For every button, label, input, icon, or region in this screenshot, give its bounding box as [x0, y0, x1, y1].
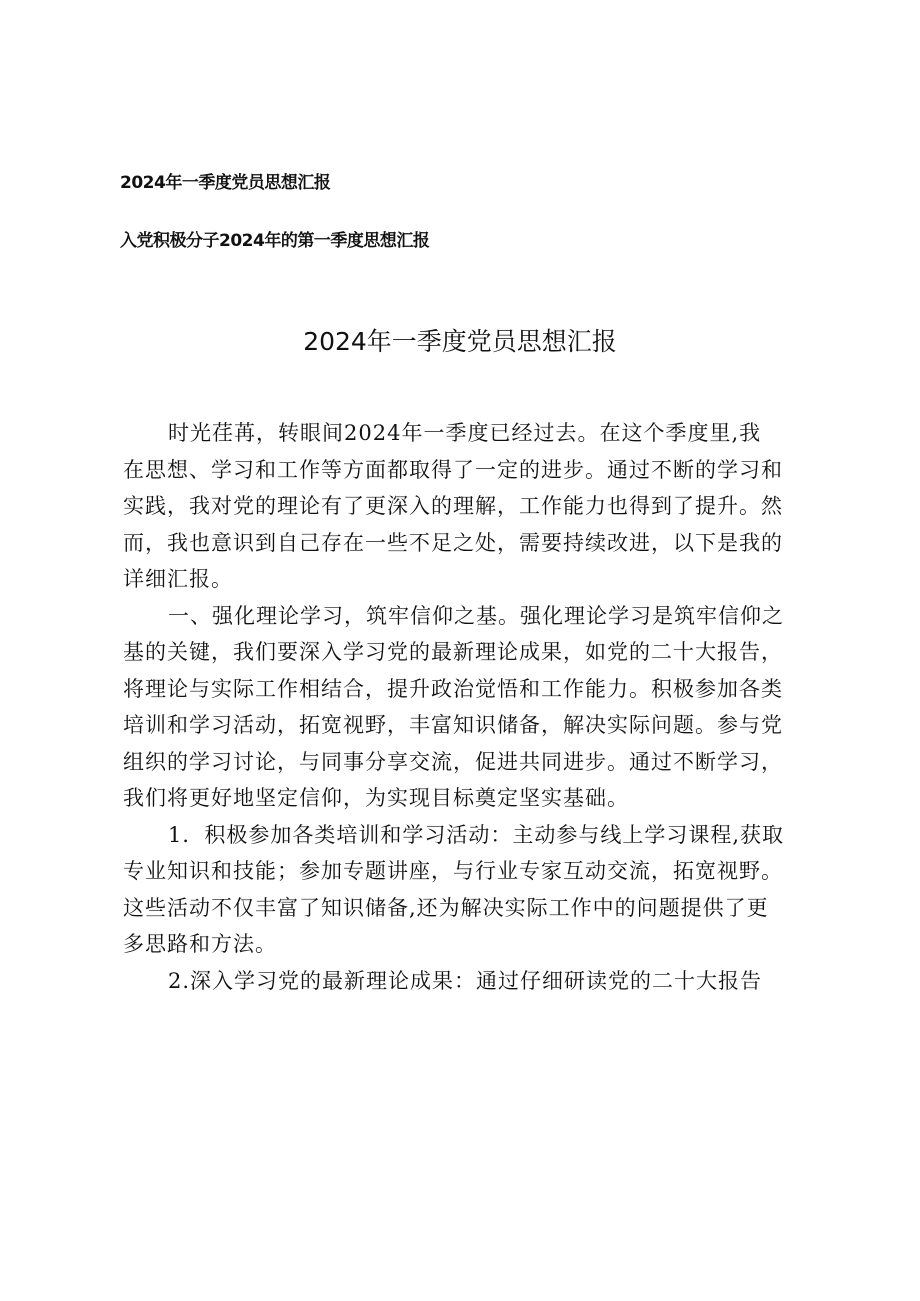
- header-subtitle: 入党积极分子2024年的第一季度思想汇报: [120, 231, 430, 251]
- body-line: 将理论与实际工作相结合，提升政治觉悟和工作能力。积极参加各类: [123, 676, 783, 701]
- body-line: 在思想、学习和工作等方面都取得了一定的进步。通过不断的学习和: [123, 457, 783, 482]
- document-body: [123, 415, 813, 999]
- body-line: 多思路和方法。: [123, 932, 277, 956]
- body-line: 组织的学习讨论，与同事分享交流，促进共同进步。通过不断学习，: [123, 749, 783, 774]
- body-line: 1．积极参加各类培训和学习活动：主动参与线上学习课程,获取: [168, 822, 785, 847]
- body-line: 时光荏苒，转眼间2024年一季度已经过去。在这个季度里,我: [168, 421, 762, 445]
- document-title: 2024年一季度党员思想汇报: [303, 327, 617, 356]
- body-line: 这些活动不仅丰富了知识储备,还为解决实际工作中的问题提供了更: [123, 895, 769, 920]
- body-line: 培训和学习活动，拓宽视野，丰富知识储备，解决实际问题。参与党: [123, 713, 783, 737]
- body-line: 专业知识和技能；参加专题讲座，与行业专家互动交流，拓宽视野。: [123, 859, 783, 883]
- body-line: 2.深入学习党的最新理论成果：通过仔细研读党的二十大报告: [168, 968, 763, 993]
- body-line: 实践，我对党的理论有了更深入的理解，工作能力也得到了提升。然: [123, 494, 783, 518]
- body-line: 一、强化理论学习，筑牢信仰之基。强化理论学习是筑牢信仰之: [168, 603, 784, 628]
- header-title: 2024年一季度党员思想汇报: [120, 173, 331, 193]
- body-line: 基的关键，我们要深入学习党的最新理论成果，如党的二十大报告，: [123, 640, 783, 664]
- body-line: 我们将更好地坚定信仰，为实现目标奠定坚实基础。: [123, 786, 629, 810]
- body-line: 而，我也意识到自己存在一些不足之处，需要持续改进，以下是我的: [123, 530, 783, 555]
- body-line: 详细汇报。: [123, 567, 233, 591]
